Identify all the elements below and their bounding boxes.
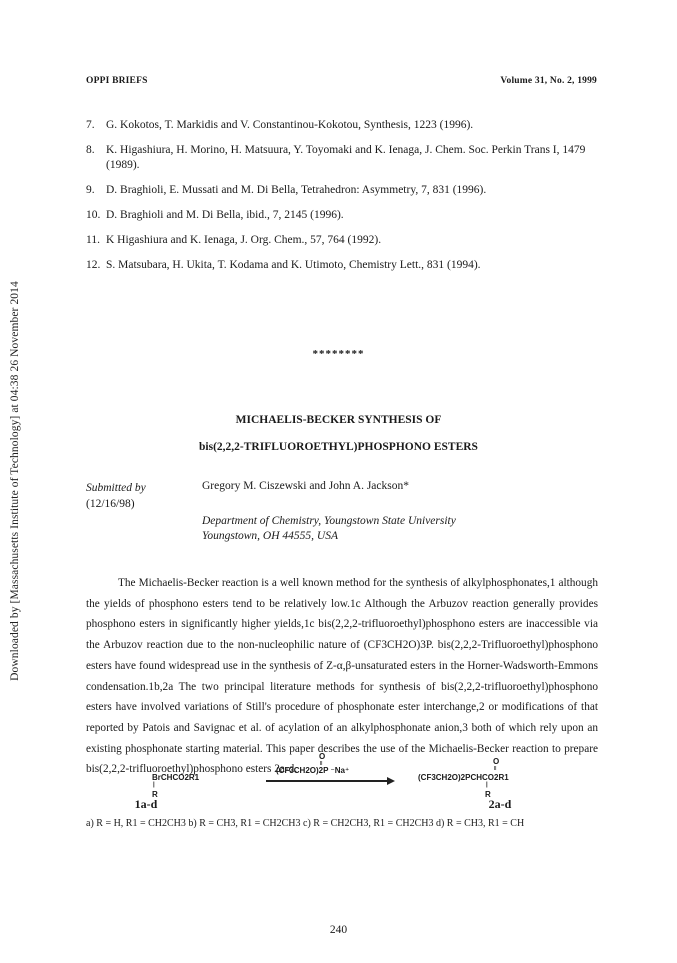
reactant-bond: | bbox=[153, 782, 155, 788]
reference-text: G. Kokotos, T. Markidis and V. Constantinou-Kokotou, Synthesis, 1223 (1996). bbox=[106, 119, 474, 131]
reference-number: 11. bbox=[86, 234, 100, 246]
journal-name: OPPI BRIEFS bbox=[86, 76, 148, 86]
article-title-line2: bis(2,2,2-TRIFLUOROETHYL)PHOSPHONO ESTERS bbox=[199, 441, 478, 453]
product-bond: | bbox=[486, 782, 488, 788]
article-body: The Michaelis-Becker reaction is a well known method for the synthesis of alkylphosphonates,1 although the yields of phosphono esters tend to be relatively low.1c Although the Arbuzov reaction generally provides phosphono esters in significantly higher yields,1c bis(2,2,2-trifluoroethyl)phosphono esters are inaccessible via the Arbuzov reaction due to the non-nucleophilic nature of (CF3CH2O)3P. bis(2,2,2-Trifluoroethyl)phosphono esters have found widespread use in the synthesis of Z-α,β-unsaturated esters in the Horner-Wadsworth-Emmons condensation.1b,2a The two principal literature methods for synthesis of bis(2,2,2-trifluoroethyl)phosphono esters have involved variations of Still's procedure of phosphonate ester interchange,2 or modifications of that reported by Patois and Savignac et al. of acylation of an alkylphosphonate anion,3 both of which rely upon an existing phosphonate starting material. This paper describes the use of the Michaelis-Becker reaction to prepare bis(2,2,2-trifluoroethyl)phosphono esters 2a-d. bbox=[86, 577, 598, 776]
affiliation-line2: Youngstown, OH 44555, USA bbox=[202, 530, 338, 542]
reference-item bbox=[86, 143, 601, 173]
submission-info bbox=[86, 480, 146, 512]
reference-number: 7. bbox=[86, 119, 95, 131]
article-title-line1: MICHAELIS-BECKER SYNTHESIS OF bbox=[235, 414, 442, 426]
download-note: Downloaded by [Massachusetts Institute of Technology] at 04:38 26 November 2014 bbox=[9, 281, 21, 681]
reference-number: 10. bbox=[86, 209, 101, 221]
affiliation-line1: Department of Chemistry, Youngstown State University bbox=[202, 515, 456, 527]
product-formula: (CF3CH2O)2PCHCO2R1 bbox=[418, 773, 509, 782]
reference-text: D. Braghioli and M. Di Bella, ibid., 7, 2145 (1996). bbox=[106, 209, 344, 221]
download-watermark bbox=[0, 0, 30, 963]
reagent-double-bond: ‖ bbox=[320, 761, 323, 767]
reference-item bbox=[86, 233, 601, 248]
reference-list bbox=[86, 118, 601, 283]
reference-item bbox=[86, 118, 601, 133]
reactant-formula: BrCHCO2R1 bbox=[152, 773, 200, 782]
arrow-head-icon bbox=[387, 777, 395, 785]
reference-item bbox=[86, 183, 601, 198]
section-separator: ******** bbox=[312, 348, 365, 360]
scheme-footnote: a) R = H, R1 = CH2CH3 b) R = CH3, R1 = CH2CH3 c) R = CH2CH3, R1 = CH2CH3 d) R = CH3, R1 = CH bbox=[86, 818, 525, 829]
reference-number: 12. bbox=[86, 259, 101, 271]
reference-text: K Higashiura and K. Ienaga, J. Org. Chem., 57, 764 (1992). bbox=[106, 234, 382, 246]
product-substituent: R bbox=[485, 790, 491, 799]
reagent-oxygen: O bbox=[319, 752, 326, 761]
reference-number: 8. bbox=[86, 144, 95, 156]
reference-item bbox=[86, 258, 601, 273]
reference-text: K. Higashiura, H. Morino, H. Matsuura, Y. Toyomaki and K. Ienaga, J. Chem. Soc. Perkin Trans I, 1479 (1989). bbox=[106, 144, 586, 171]
reaction-arrow bbox=[266, 780, 391, 782]
product-label: 2a-d bbox=[488, 797, 512, 811]
reference-number: 9. bbox=[86, 184, 95, 196]
reference-text: D. Braghioli, E. Mussati and M. Di Bella, Tetrahedron: Asymmetry, 7, 831 (1996). bbox=[106, 184, 487, 196]
reactant-substituent: R bbox=[152, 790, 158, 799]
affiliation bbox=[202, 514, 456, 544]
product-double-bond: ‖ bbox=[494, 766, 497, 772]
reactant-label: 1a-d bbox=[134, 797, 158, 811]
submission-date: (12/16/98) bbox=[86, 498, 135, 510]
product-oxygen: O bbox=[493, 757, 500, 766]
page-number: 240 bbox=[329, 924, 348, 936]
submitted-by-label: Submitted by bbox=[86, 482, 146, 494]
reagent-formula: (CF3CH2O)2P ⁻Na⁺ bbox=[276, 766, 350, 775]
reference-text: S. Matsubara, H. Ukita, T. Kodama and K. Utimoto, Chemistry Lett., 831 (1994). bbox=[106, 259, 481, 271]
volume-info: Volume 31, No. 2, 1999 bbox=[500, 76, 597, 86]
reference-item bbox=[86, 208, 601, 223]
author-list: Gregory M. Ciszewski and John A. Jackson* bbox=[202, 480, 409, 492]
